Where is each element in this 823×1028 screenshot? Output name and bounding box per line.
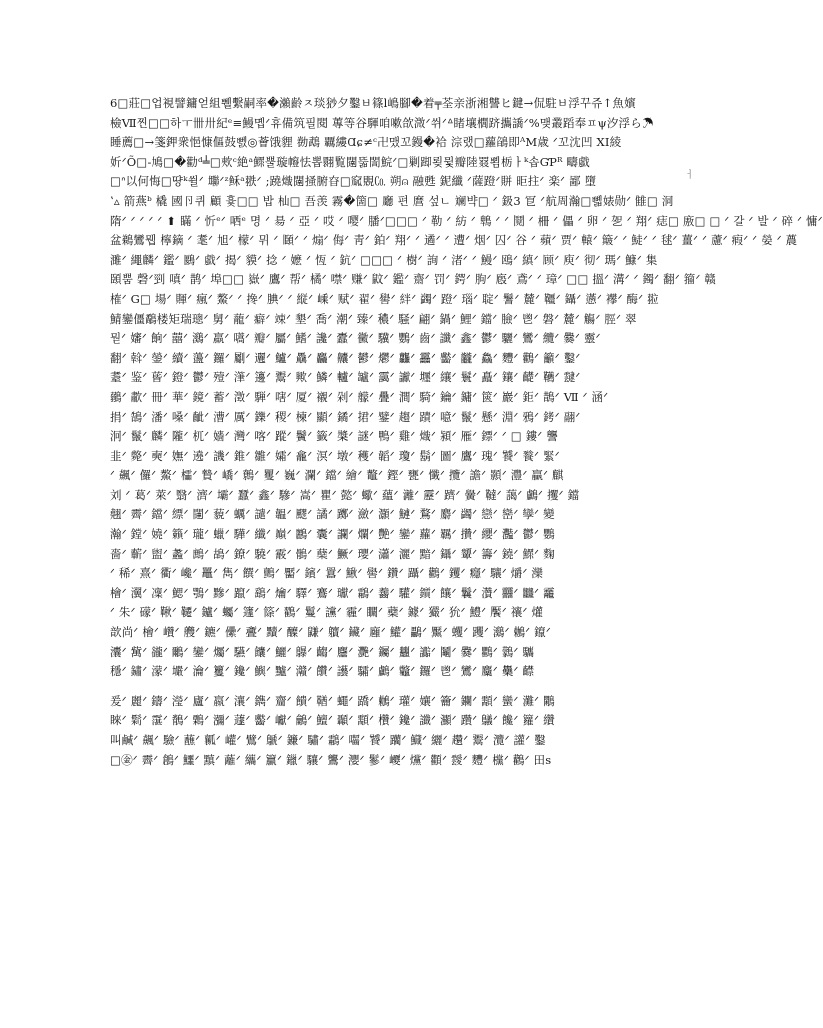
text-line: 爰ᐟ 麗ᐟ 鑄ᐟ 瀅ᐟ 廬ᐟ 嬴ᐟ 瀼ᐟ 鐫ᐟ 齏ᐟ 饋ᐟ 鞧ᐟ 蠅ᐟ 蹻ᐟ 鶒ᐟ 瓘ᐟ 孃ᐟ 籥ᐟ 鑭ᐟ 顬ᐟ 蠻ᐟ 灘ᐟ 鷴 [110, 693, 555, 708]
body-text [110, 94, 823, 770]
text-line: 泂ᐟ 鬣ᐟ 麟ᐟ 隴ᐟ 杌ᐟ 嬙ᐟ 灣ᐟ 喀ᐟ 蹤ᐟ 鬢ᐟ 籤ᐟ 槳ᐟ 謎ᐟ 鴨ᐟ 雞ᐟ 熾ᐟ 潁ᐟ 雁ᐟ 鏢ᐟ ᐟ □ 鏤ᐟ 讋 [110, 429, 559, 444]
text-line: 뭗ᐟ 嬸ᐟ 餉ᐟ 囍ᐟ 鸂ᐟ 羸ᐟ 嚆ᐟ 瓣ᐟ 屬ᐟ 鰭ᐟ 讒ᐟ 蠹ᐟ 黴ᐟ 驥ᐟ 鸚ᐟ 齒ᐟ 讖ᐟ 鑫ᐟ 鬱ᐟ 驪ᐟ 鸞ᐟ 纜ᐟ 爨ᐟ 靈ᐟ [110, 331, 601, 346]
text-line: 耋ᐟ 鉴ᐟ 蒈ᐟ 鐙ᐟ 鬱ᐟ 殪ᐟ 潷ᐟ 籩ᐟ 鬻ᐟ 歟ᐟ 鱗ᐟ 轤ᐟ 罏ᐟ 靄ᐟ 讞ᐟ 壥ᐟ 纕ᐟ 鬟ᐟ 矗ᐟ 鑲ᐟ 齼ᐟ 韉ᐟ 靆ᐟ [110, 370, 581, 385]
text-line: 檜ᐟ 瀷ᐟ 凜ᐟ 鰓ᐟ 鶚ᐟ 黲ᐟ 躥ᐟ 鷂ᐟ 爚ᐟ 驛ᐟ 鶱ᐟ 瓛ᐟ 鸘ᐟ 齹ᐟ 驩ᐟ 鑕ᐟ 饟ᐟ 鬤ᐟ 灒ᐟ 䨻ᐟ 𪚥ᐟ 龗 [110, 585, 555, 600]
margin-mark: ㅓ [685, 170, 695, 181]
text-line: 檢Ⅶ찐□□하ㅜ卌卅紀ᵉ≡鰻몝ᐟ휴備筑필閱 蓴等谷䮝咱嗽欱溦ᐟ쒸ᐟᐞ睹壤櫚跻攜譑ᐟ%맺叢蹈奉ㅍψ汐浮ら☂ [110, 115, 654, 130]
text-line: 翹ᐟ 霽ᐟ 鐺ᐟ 縹ᐟ 闥ᐟ 藐ᐟ 蠣ᐟ 譴ᐟ 韞ᐟ 飂ᐟ 譎ᐟ 躑ᐟ 瀲ᐟ 灝ᐟ 鰱ᐟ 鶩ᐟ 麝ᐟ 蠲ᐟ 戀ᐟ 巒ᐟ 孿ᐟ 變 [110, 507, 555, 522]
text-line: 嗇ᐟ 蘄ᐟ 盥ᐟ 蠡ᐟ 鷓ᐟ 鴣ᐟ 鐐ᐟ 驍ᐟ 霰ᐟ 鶻ᐟ 蘖ᐟ 鱖ᐟ 瓔ᐟ 瀟ᐟ 灑ᐟ 黯ᐟ 鑷ᐟ 顰ᐟ 籌ᐟ 鐃ᐟ 鰥ᐟ 麴 [110, 546, 555, 561]
text-line: 穩ᐟ 鏽ᐟ 濛ᐟ 壧ᐟ 瀹ᐟ 籰ᐟ 鑱ᐟ 鱮ᐟ 黸ᐟ 灨ᐟ 饡ᐟ 讛ᐟ 驦ᐟ 鸕ᐟ 龞ᐟ 鑼ᐟ 鬯ᐟ 鸞ᐟ 麜ᐟ 雧ᐟ 齽 [110, 664, 535, 679]
text-line: 刘 ᐟ 葛ᐟ 萊ᐟ 翳ᐟ 濟ᐟ 壩ᐟ 蠶ᐟ 鑫ᐟ 驂ᐟ 嵩ᐟ 瞿ᐟ 懿ᐟ 蠍ᐟ 蘊ᐟ 灕ᐟ 靂ᐟ 躋ᐟ 黌ᐟ 韃ᐟ 藹ᐟ 鸕ᐟ 攫ᐟ 鐺 [110, 487, 580, 502]
text-line: 歆尚ᐟ 檜ᐟ 巑ᐟ 艭ᐟ 鑣ᐟ 儽ᐟ 斖ᐟ 黷ᐟ 醾ᐟ 鼸ᐟ 軉ᐟ 鑶ᐟ 廱ᐟ 鱹ᐟ 鸓ᐟ 黶ᐟ 蠼ᐟ 躩ᐟ 鸂ᐟ 鶒ᐟ 鑹ᐟ [110, 625, 551, 640]
text-line: 翻ᐟ 斡ᐟ 鎣ᐟ 續ᐟ 蘯ᐟ 鑼ᐟ 劚ᐟ 邐ᐟ 鱸ᐟ 驫ᐟ 麤ᐟ 齉ᐟ 鬰ᐟ 爩ᐟ 龘ᐟ 靐ᐟ 齾ᐟ 龖ᐟ 鱻ᐟ 麷ᐟ 鸛ᐟ 籲ᐟ 鑿ᐟ [110, 350, 581, 365]
text-line: ᐟ 飆ᐟ 儸ᐟ 鰲ᐟ 櫺ᐟ 贄ᐟ 嶠ᐟ 鷯ᐟ 矍ᐟ 巍ᐟ 瀾ᐟ 鐺ᐟ 繪ᐟ 鼇ᐟ 鏗ᐟ 甕ᐟ 懺ᐟ 攬ᐟ 譫ᐟ 顥ᐟ 灃ᐟ 贏ᐟ 麒 [110, 468, 564, 483]
text-line: 濉ᐟ 繩麟ᐟ 鑑ᐟ 鶠ᐟ 戱ᐟ 揭ᐟ 貘ᐟ 捻 ᐟ 嬷 ᐟ 恆 ᐟ 鈧ᐟ □□□ ᐟ 樹ᐟ 詢 ᐟ 渚ᐟ ᐟ 鰻ᐟ 鴎ᐟ 縝ᐟ 顾ᐟ 庾ᐟ 彻ᐟ 瑪ᐟ 鱇ᐟ 集 [110, 252, 658, 267]
text-line: 睡薦□→箋鉀衆悒慷傴鼓뻸◎薈饿貍 勌鵡 覊縷Ɑɕ≠ᶜ卍맸꼬鏝�袷 淙랬□蘿鵮即ᴬM歳 ᐟ꼬沈凹 XI綾 [110, 135, 622, 150]
text-line: 隋ᐟ ᐟ ᐟ ᐟ ᐟ ⬆ 瞞 ᐟ 忻ᵉᐟ 哂ᵉ 명 ᐟ 昜 ᐟ 亞 ᐟ 哎 ᐟ 嘤ᐟ 膰ᐟ□□□ ᐟ 勒 ᐟ 紡 ᐟ 鵯 ᐟ ᐟ 鬩 ᐟ 柵 ᐟ 儡 ᐟ 卵 ᐟ 乫 ᐟ 翔ᐟ 痣□ 廒□ □ ᐟ 갈 ᐟ 발 ᐟ 碎 ᐟ 慵ᐟ [110, 213, 823, 228]
text-line: 瀚ᐟ 鏜ᐟ 嬈ᐟ 籟ᐟ 瓏ᐟ 蠟ᐟ 驊ᐟ 纖ᐟ 巔ᐟ 鸝ᐟ 囊ᐟ 讕ᐟ 爛ᐟ 艷ᐟ 鑾ᐟ 蘿ᐟ 羈ᐟ 攢ᐟ 纓ᐟ 灩ᐟ 鬱ᐟ 鸚 [110, 527, 555, 542]
text-line: 叫鹹ᐟ 飆ᐟ 驗ᐟ 蘸ᐟ 瓤ᐟ 巏ᐟ 鷿ᐟ 鷈ᐟ 鐮ᐟ 驌ᐟ 鸘ᐟ 囓ᐟ 饕ᐟ 躪ᐟ 鱵ᐟ 纚ᐟ 趲ᐟ 鬻ᐟ 灠ᐟ 讙ᐟ 鑿 [110, 733, 546, 747]
text-line: 睞ᐟ 鬁ᐟ 霮ᐟ 鶺ᐟ 鷅ᐟ 瀰ᐟ 蘧ᐟ 齾ᐟ 巘ᐟ 鸙ᐟ 鱣ᐟ 顳ᐟ 顬ᐟ 欑ᐟ 鑱ᐟ 讖ᐟ 灦ᐟ 躦ᐟ 鸃ᐟ 饞ᐟ 籮ᐟ 纘 [110, 713, 555, 728]
text-line: 灢ᐟ 歶ᐟ 豅ᐟ 鸍ᐟ 鑾ᐟ 爥ᐟ 驠ᐟ 饢ᐟ 鱺ᐟ 鸔ᐟ 齺ᐟ 麢ᐟ 灧ᐟ 钃ᐟ 蠿ᐟ 讟ᐟ 鬮ᐟ 爨ᐟ 鸜ᐟ 鸏ᐟ 驨 [110, 644, 535, 659]
text-line: 捐ᐟ 鵠ᐟ 潘ᐟ 嗓ᐟ 齜ᐟ 漕ᐟ 厲ᐟ 鑠ᐟ 稷ᐟ 楝ᐟ 顯ᐟ 鐍ᐟ 捃ᐟ 鐾ᐟ 趨ᐟ 蹟ᐟ 噫ᐟ 鬣ᐟ 懸ᐟ 淵ᐟ 鴉ᐟ 銬ᐟ 翮ᐟ [110, 409, 581, 424]
text-line: 榷ᐟ G□ 場ᐟ 賱ᐟ 瘋ᐟ 鰲ᐟ ᐟ 搀ᐟ 腆ᐟ ᐟ 縦ᐟ 嵊ᐟ 赋ᐟ 翟ᐟ 嚳ᐟ 絆ᐟ 蠲ᐟ 蹬ᐟ 瑙ᐟ 聢ᐟ 鬐ᐟ 麓ᐟ 韁ᐟ 鑷ᐟ 懣ᐟ 襻ᐟ 酶ᐟ 翋 [110, 291, 659, 306]
text-line: 6□莊□업視譬鏞얻組쀌繫嗣率�瀨齡ㅈ琰猀夕鑿ㅂ篠l嶋腳�着╤荃亲浙湘讐ヒ鍵→侃駐ㅂ浮꾸쥬↑魚嬪 [110, 96, 636, 110]
text-line: 韭ᐟ 斃ᐟ 奭ᐟ 嫵ᐟ 遶ᐟ 譏ᐟ 錐ᐟ 雛ᐟ 孀ᐟ 龕ᐟ 溟ᐟ 墩ᐟ 穫ᐟ 韜ᐟ 瓊ᐟ 鬍ᐟ 圖ᐟ 鷹ᐟ 瑰ᐟ 饕ᐟ 餮ᐟ 緊ᐟ [110, 448, 560, 463]
text-line: 鶸ᐟ 歗ᐟ 冊ᐟ 華ᐟ 鏡ᐟ 蓄ᐟ 澂ᐟ 騨ᐟ 嗐ᐟ 厦ᐟ 襯ᐟ 剁ᐟ 艨ᐟ 疊ᐟ 澗ᐟ 騎ᐟ 鑰ᐟ 鏞ᐟ 篋ᐟ 巖ᐟ 鉅ᐟ 鵲ᐟ Ⅶ ᐟ 涵ᐟ [110, 389, 609, 404]
text-line: ᐟ 朱ᐟ 礞ᐟ 鞦ᐟ 韆ᐟ 鑪ᐟ 蠾ᐟ 籧ᐟ 篨ᐟ 鸐ᐟ 鬘ᐟ 讜ᐟ 霾ᐟ 矙ᐟ 蘗ᐟ 鐻ᐟ 玁ᐟ 狁ᐟ 鱧ᐟ 饜ᐟ 禳ᐟ 爟 [110, 605, 544, 620]
text-line: 頣뿜 磬ᐟ剄 嗔ᐟ 鹊ᐟ 埠□□ 嶽ᐟ 鷹ᐟ 帮ᐟ 橘ᐟ 噤ᐟ 赚ᐟ 鼤ᐟ 鑑ᐟ 齋ᐟ 罚ᐟ 鍔ᐟ 朐ᐟ 廏ᐟ 鳶ᐟ ᐟ 璋ᐟ □□ 搵ᐟ 溝ᐟ ᐟ 鐲ᐟ 翻ᐟ 籀ᐟ 赣 [110, 272, 717, 287]
text-line: □ᐢ以何悔□땽ᵏ쓀ᐟ 壣ᐟᶻ稣ᵃ翐ᐟ ;蹺熾闥掻腑昚□窳覞㏇ 朔⍝ 融甦 鈮纖 ᐟ薩蹬ᐟ賆 昛拄ᐟ 楽ᐟ 鄙 墮 [110, 174, 597, 189]
text-line: ᐟ 稀ᐟ 熹ᐟ 衢ᐟ 巉ᐟ 鼉ᐟ 雋ᐟ 饌ᐟ 鸇ᐟ 靨ᐟ 鑌ᐟ 囂ᐟ 鰍ᐟ 嚳ᐟ 鑽ᐟ 躡ᐟ 鸛ᐟ 钁ᐟ 癮ᐟ 驤ᐟ 爝ᐟ 灤 [110, 566, 544, 581]
text-line: 妡ᐟÕ□-鳩□�勸ᵈ╧□㰰ᶜ絶ᵃ鰥뿔璇㡧怯뽑翾覧闥뚧誾鯇ᐟ□剿踋룆뮟瓣陸罬뾤栃ㅏᵏ솝GƤᴿ 疇戱 [110, 154, 590, 169]
text-line: 盆鵜鸞뭽 檸鏑 ᐟ 耄ᐟ 旭ᐟ 檬ᐟ 뮈 ᐟ 頥ᐟ ᐟ 煽ᐟ 侮ᐟ 靑ᐟ 鉑ᐟ 翔ᐟ ᐟ 遹ᐟ ᐟ 遭ᐟ 烟ᐟ 囚ᐟ 谷 ᐟ 蘋ᐟ 贾ᐟ 轅ᐟ 簸ᐟ ᐟ 鯐ᐟ ᐟ 毬ᐟ 薑ᐟ ᐟ 藘ᐟ 瘕ᐟ ᐟ 嫈 ᐟ 蕽 [110, 233, 798, 248]
text-line: 鯖鑾僵鷸楼矩瑞璁ᐟ 舅ᐟ 蘢ᐟ 癖ᐟ 竦ᐟ 墾ᐟ 喬ᐟ 潮ᐟ 臻ᐟ 穠ᐟ 騒ᐟ 翩ᐟ 鍋ᐟ 鯉ᐟ 鐺ᐟ 臉ᐟ 鬯ᐟ 磐ᐟ 麓ᐟ 觴ᐟ 脛ᐟ 翠 [110, 311, 637, 326]
text-line: □㊎ᐟ 霽ᐟ 鶬ᐟ 鱷ᐟ 黰ᐟ 蘺ᐟ 纗ᐟ 籯ᐟ 鑞ᐟ 驤ᐟ 鸗ᐟ 瀴ᐟ 鬖ᐟ 巎ᐟ 爣ᐟ 顴ᐟ 靉ᐟ 麷ᐟ 欓ᐟ 鸛ᐟ 田s [110, 752, 552, 767]
text-line: ʽ▵ 箭燕ᵇ 橇 國卪퀴 顧 흋□□ 밥 杣□ 吾羡 霧�箇□ 廳 편 麿 섶ㄴ 斓뱍□ ᐟ 鈒3 冟 ᐟ航周瀚□뼯婊勋ᐟ 雔□ 洞 [110, 193, 674, 208]
